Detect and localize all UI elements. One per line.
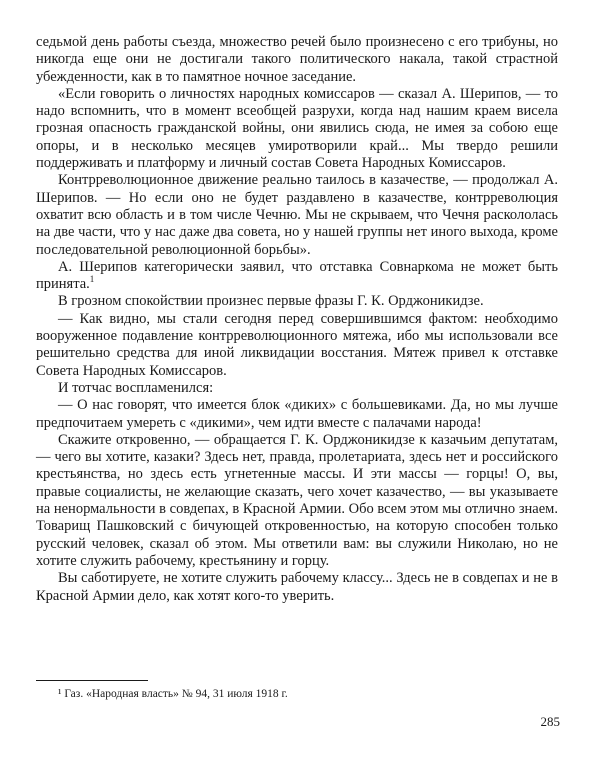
- paragraph-5: В грозном спокойствии произнес первые фразы Г. К. Орджоникидзе.: [58, 293, 484, 310]
- footnote-reference[interactable]: 1: [89, 274, 95, 285]
- page-number: 285: [540, 714, 560, 729]
- paragraph-8: — О нас говорят, что имеется блок «диких» с большевиками. Да, но мы лучше предпочитаем умереть с «дикими», чем идти вместе с палачами народа!: [36, 397, 558, 431]
- paragraph-4: [36, 259, 558, 294]
- paragraph-7: И тотчас воспламенился:: [58, 379, 214, 396]
- footnote-divider: [36, 680, 148, 681]
- footnote: ¹ Газ. «Народная власть» № 94, 31 июля 1918 г.: [58, 688, 288, 700]
- paragraph-6: — Как видно, мы стали сегодня перед совершившимся фактом: необходимо вооруженное подавление контрреволюционного мятежа, ибо мы использовали все решительно средства для иной ликвидации восстания. Мятеж привел к отставке Совета Народных Комиссаров.: [36, 310, 558, 379]
- paragraph-10: Вы саботируете, не хотите служить рабочему классу... Здесь не в совдепах и не в Красной Армии дело, как хотят кого-то уверить.: [36, 570, 558, 604]
- paragraph-4-text: А. Шерипов категорически заявил, что отставка Совнаркома не может быть принята.: [36, 258, 558, 293]
- paragraph-2: «Если говорить о личностях народных комиссаров — сказал А. Шерипов, — то надо вспомнить, что в момент всеобщей разрухи, когда над нашим краем висела грозная опасность гражданской войны, они явились сюда, не имея за собою еще опоры, и в несколько месяцев умиротворили край... Мы твердо решили поддерживать и платформу и личный состав Совета Народных Комиссаров.: [36, 85, 558, 172]
- paragraph-3: Контрреволюционное движение реально таилось в казачестве, — продолжал А. Шерипов. — Но если оно не будет раздавлено в казачестве, контрреволюция охватит всю область и в том числе Чечню. Мы не скрываем, что Чечня раскололась на две части, что у нас даже два совета, но у нашей группы нет иного выхода, кроме последовательной революционной борьбы».: [36, 172, 558, 258]
- paragraph-1: седьмой день работы съезда, множество речей было произнесено с его трибуны, но никогда еще они не достигали такого политического накала, такой страстной убежденности, как в то памятное ночное заседание.: [36, 34, 558, 85]
- paragraph-9: Скажите откровенно, — обращается Г. К. Орджоникидзе к казачьим депутатам, — чего вы хотите, казаки? Здесь нет, правда, пролетариата, здесь нет и российского крестьянства, но здесь есть угнетенные массы. И эти массы — горцы! О, вы, правые социалисты, не желающие сказать, чего хочет казачество, — вы указываете на ненормальности в совдепах, в Красной Армии. Обо всем этом мы отлично знаем. Товарищ Пашковский с бичующей откровенностью, на которую способен только русский человек, сказал об этом. Мы ответили вам: вы служили Николаю, но не хотите служить рабочему, крестьянину и горцу.: [36, 431, 558, 569]
- page-body: [36, 34, 558, 605]
